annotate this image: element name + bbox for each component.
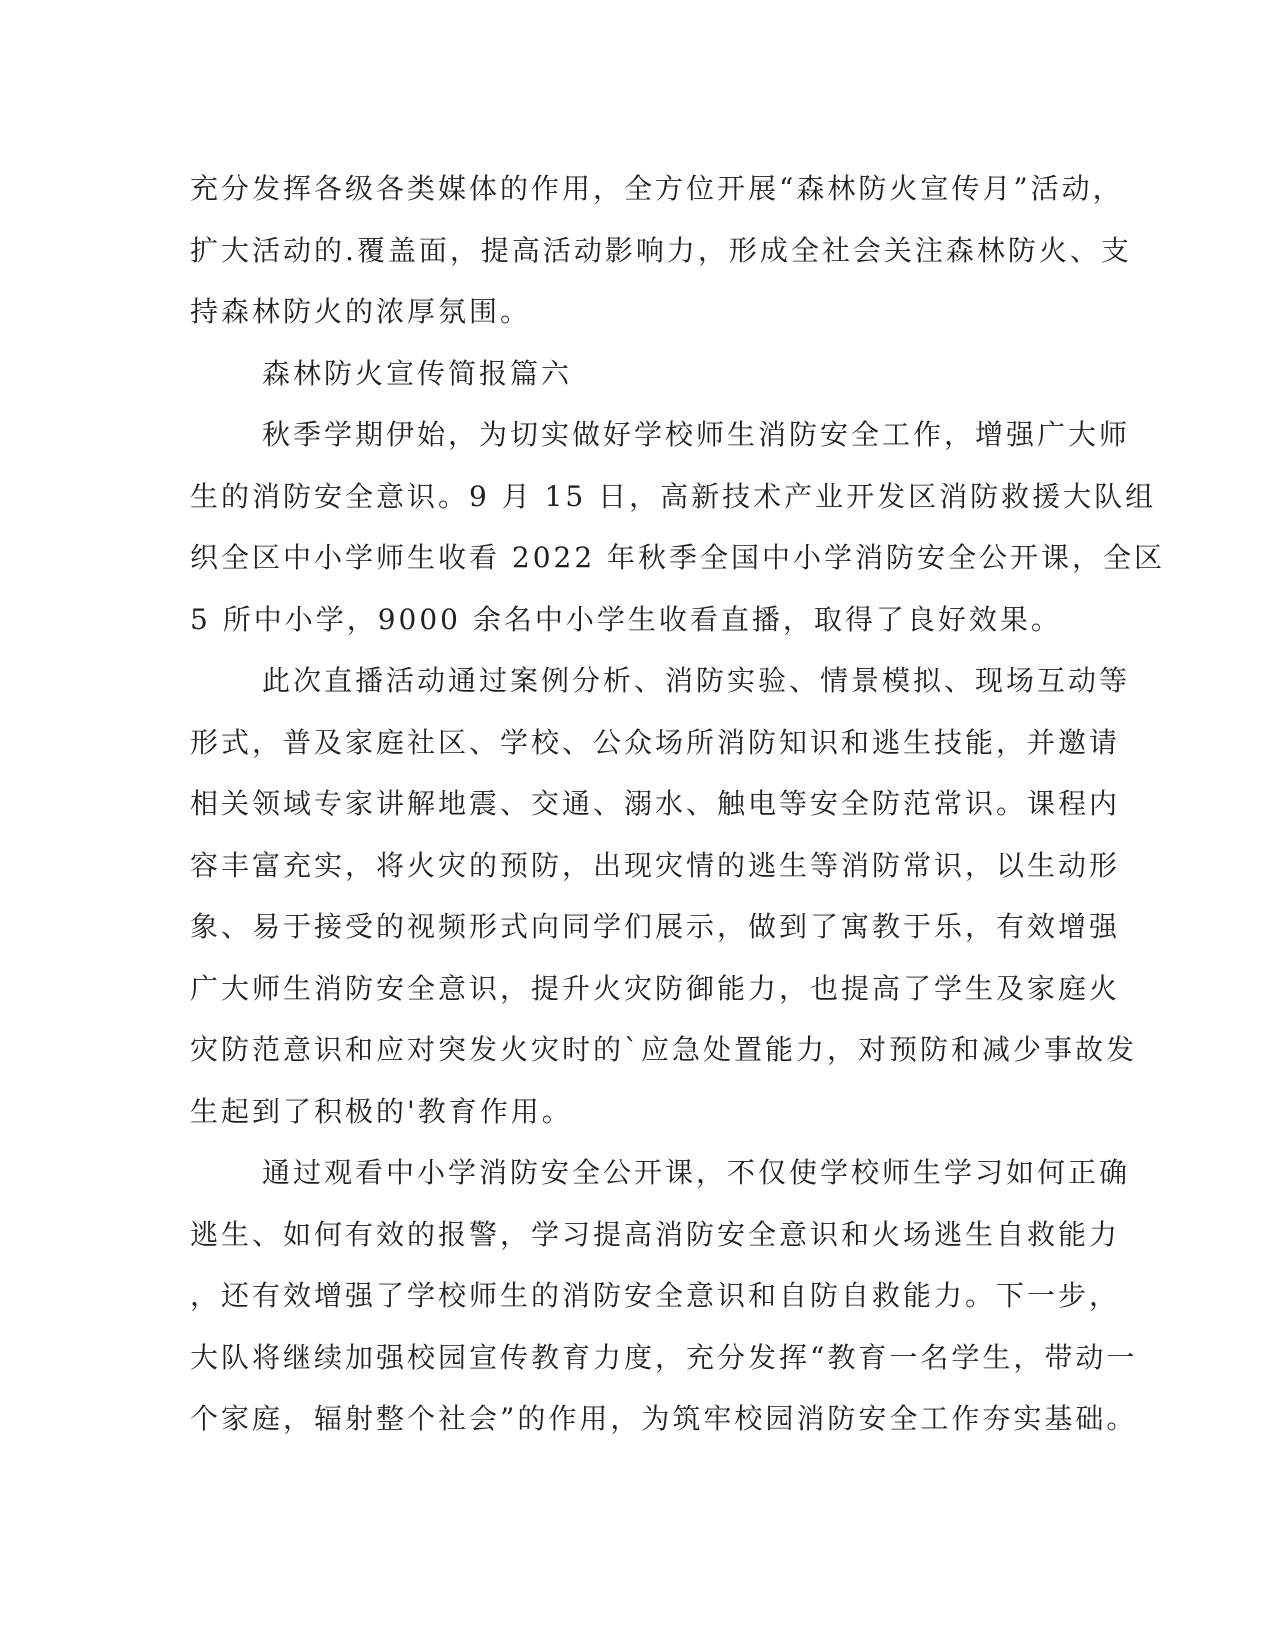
text-line-9: 此次直播活动通过案例分析、消防实验、情景模拟、现场互动等 xyxy=(262,664,1131,697)
text-line-15: 灾防范意识和应对突发火灾时的`应急处置能力，对预防和减少事故发 xyxy=(190,1033,1138,1066)
section-heading: 森林防火宣传简报篇六 xyxy=(262,356,573,390)
text-line-10: 形式，普及家庭社区、学校、公众场所消防知识和逃生技能，并邀请 xyxy=(190,725,1121,759)
text-line-18: 逃生、如何有效的报警，学习提高消防安全意识和火场逃生自救能力 xyxy=(190,1217,1121,1251)
text-line-11: 相关领域专家讲解地震、交通、溺水、触电等安全防范常识。课程内 xyxy=(190,787,1121,820)
text-line-13: 象、易于接受的视频形式向同学们展示，做到了寓教于乐，有效增强 xyxy=(190,910,1121,943)
document-body xyxy=(190,158,1166,1450)
text-line-2: 扩大活动的.覆盖面，提高活动影响力，形成全社会关注森林防火、支 xyxy=(190,233,1132,267)
text-line-6: 生的消防安全意识。9 月 15 日，高新技术产业开发区消防救援大队组 xyxy=(190,479,1157,513)
text-line-19: ，还有效增强了学校师生的消防安全意识和自防自救能力。下一步， xyxy=(190,1279,1121,1312)
text-line-8: 5 所中小学，9000 余名中小学生收看直播，取得了良好效果。 xyxy=(190,602,1062,636)
text-line-12: 容丰富充实，将火灾的预防，出现灾情的逃生等消防常识，以生动形 xyxy=(190,848,1121,882)
text-line-17: 通过观看中小学消防安全公开课，不仅使学校师生学习如何正确 xyxy=(262,1156,1131,1189)
text-line-1: 充分发挥各级各类媒体的作用，全方位开展“森林防火宣传月”活动， xyxy=(190,172,1124,205)
text-line-5: 秋季学期伊始，为切实做好学校师生消防安全工作，增强广大师 xyxy=(262,418,1131,451)
text-line-16: 生起到了积极的'教育作用。 xyxy=(190,1094,573,1128)
text-line-20: 大队将继续加强校园宣传教育力度，充分发挥“教育一名学生，带动一 xyxy=(190,1340,1138,1374)
text-line-3: 持森林防火的浓厚氛围。 xyxy=(190,295,532,328)
text-line-7: 织全区中小学师生收看 2022 年秋季全国中小学消防安全公开课，全区 xyxy=(190,541,1166,574)
text-line-14: 广大师生消防安全意识，提升火灾防御能力，也提高了学生及家庭火 xyxy=(190,971,1121,1005)
text-line-21: 个家庭，辐射整个社会”的作用，为筑牢校园消防安全工作夯实基础。 xyxy=(190,1402,1138,1435)
